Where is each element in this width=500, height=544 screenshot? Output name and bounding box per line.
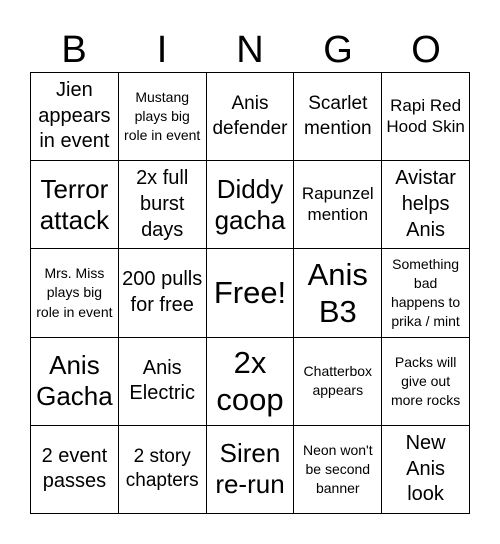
bingo-cell-text: Something bad happens to prika / mint [390,255,461,330]
bingo-cell-text: Packs will give out more rocks [390,353,461,408]
header-letter-o: O [411,29,441,71]
bingo-cell-text: 2 event passes [41,444,108,493]
bingo-header [30,28,470,72]
bingo-cell[interactable] [31,249,119,337]
bingo-cell[interactable] [382,161,470,249]
bingo-cell[interactable] [382,249,470,337]
bingo-cell[interactable] [382,338,470,426]
bingo-cell-text: Mustang plays big role in event [124,89,201,144]
bingo-cell[interactable] [31,338,119,426]
bingo-cell[interactable] [294,426,382,514]
bingo-cell[interactable] [31,426,119,514]
bingo-cell-text: 2x full burst days [136,167,189,241]
bingo-cell-text: Anis Electric [129,356,195,405]
bingo-cell-text: Chatterbox appears [303,363,373,399]
bingo-cell[interactable] [294,338,382,426]
bingo-cell-text: Siren re-run [215,438,285,500]
bingo-cell[interactable] [382,73,470,161]
bingo-cell-text: Anis defender [212,92,288,139]
bingo-cell[interactable] [31,73,119,161]
bingo-cell[interactable] [207,426,295,514]
bingo-cell[interactable] [119,338,207,426]
bingo-cell-text: 2x coop [216,345,284,418]
bingo-cell-text: Jien appears in event [38,79,111,153]
bingo-cell-text: Avistar helps Anis [395,167,456,241]
bingo-cell[interactable] [31,161,119,249]
header-letter-g: G [323,29,353,71]
bingo-cell[interactable] [119,73,207,161]
bingo-cell-text: 200 pulls for free [122,268,203,316]
free-space-text: Free! [213,275,287,311]
bingo-cell-text: New Anis look [405,432,446,506]
bingo-cell-text: Scarlet mention [303,92,372,139]
bingo-cell-text: Terror attack [39,173,110,235]
bingo-cell[interactable] [294,249,382,337]
header-letter-n: N [236,29,264,71]
bingo-cell-text: 2 story chapters [125,445,199,492]
header-letter-b: B [61,29,87,71]
bingo-cell-text: Diddy gacha [214,173,286,235]
bingo-cell-text: Anis Gacha [36,350,113,412]
bingo-cell[interactable] [294,73,382,161]
bingo-cell-text: Rapunzel mention [301,184,374,224]
bingo-cell[interactable] [207,161,295,249]
bingo-cell[interactable] [207,73,295,161]
bingo-cell-text: Neon won't be second banner [302,441,373,496]
bingo-cell[interactable] [382,426,470,514]
bingo-cell-text: Anis B3 [307,256,368,329]
free-space-cell[interactable] [207,249,295,337]
bingo-cell[interactable] [119,161,207,249]
bingo-cell[interactable] [294,161,382,249]
bingo-cell[interactable] [119,249,207,337]
header-letter-i: I [156,29,168,71]
bingo-board [30,72,470,514]
bingo-cell-text: Rapi Red Hood Skin [386,95,465,136]
bingo-cell[interactable] [207,338,295,426]
bingo-cell[interactable] [119,426,207,514]
bingo-cell-text: Mrs. Miss plays big role in event [36,265,113,320]
